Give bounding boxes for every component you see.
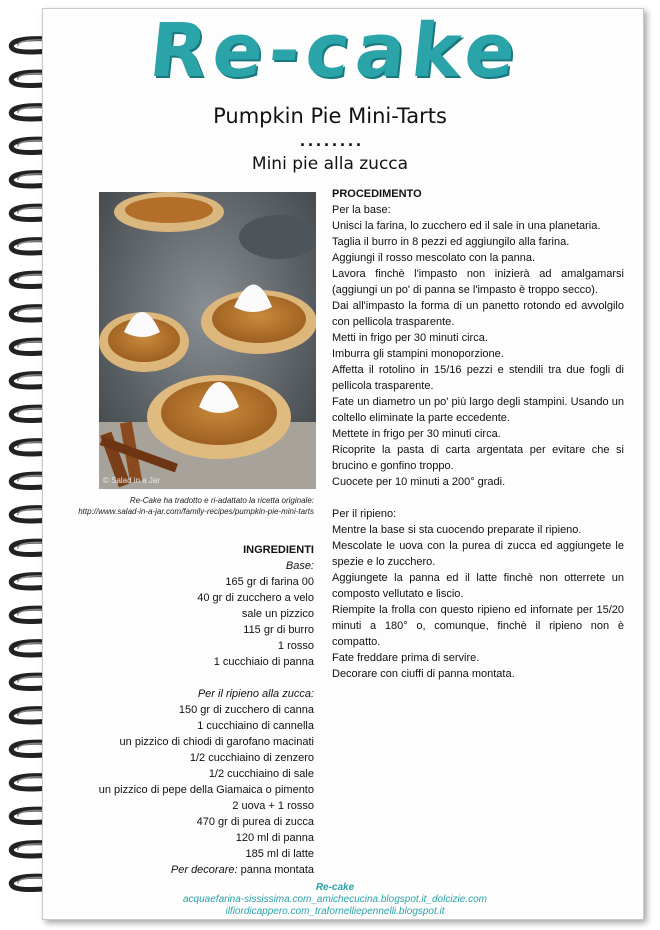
- decor-value: panna montata: [240, 864, 314, 876]
- caption-url: http://www.salad-in-a-jar.com/family-recipes/pumpkin-pie-mini-tarts: [78, 507, 314, 516]
- recipe-photo: [99, 192, 316, 489]
- ingredient-item: 150 gr di zucchero di canna: [178, 704, 314, 716]
- ingredient-item: sale un pizzico: [241, 608, 314, 620]
- ingredient-item: un pizzico di chiodi di garofano macinati: [119, 736, 314, 748]
- procedure-step: Dai all'impasto la forma di un panetto rotondo ed avvolgilo con pellicola trasparente.: [332, 300, 624, 328]
- ingredient-item: 1 cucchiaio di panna: [213, 656, 314, 668]
- footer-sites-line2: ilfiordicappero.com_trafornelliepennelli.blogspot.it: [225, 906, 445, 917]
- footer-credits: [100, 882, 570, 918]
- procedure-step: Lavora finchè l'impasto non inizierà ad amalgamarsi (aggiungi un po' di panna se l'impasto è troppo secco).: [332, 268, 624, 296]
- decor-label: Per decorare:: [170, 864, 238, 876]
- footer-title: Re-cake: [315, 882, 355, 893]
- recipe-title-italian: Mini pie alla zucca: [251, 154, 409, 174]
- ingredient-item: 2 uova + 1 rosso: [232, 800, 314, 812]
- procedure-step: Metti in frigo per 30 minuti circa.: [332, 332, 488, 344]
- ingredients-list: [60, 542, 314, 878]
- ingredient-item: 1/2 cucchiaino di zenzero: [189, 752, 314, 764]
- ingredient-item: 1 rosso: [277, 640, 314, 652]
- procedure-step: Taglia il burro in 8 pezzi ed aggiungilo alla farina.: [332, 236, 570, 248]
- pumpkin-tarts-image: [99, 192, 316, 489]
- base-label: Base:: [285, 560, 314, 572]
- filling-intro: Per il ripieno:: [332, 508, 397, 520]
- procedure-step: Imburra gli stampini monoporzione.: [332, 348, 504, 360]
- procedure-step: Affetta il rotolino in 15/16 pezzi e stendili tra due fogli di pellicola trasparente.: [332, 364, 624, 392]
- procedure-step: Cuocete per 10 minuti a 200° gradi.: [332, 476, 506, 488]
- procedure-step: Fate un diametro un po' più largo degli stampini. Usando un coltello eliminate la parte eccedente.: [332, 396, 624, 424]
- procedure-section: [332, 186, 624, 682]
- decor-line: [60, 862, 314, 878]
- filling-label: Per il ripieno alla zucca:: [197, 688, 314, 700]
- footer-sites-line1: acquaefarina-sississima.com_amichecucina.blogspot.it_dolcizie.com: [182, 894, 488, 905]
- ingredient-item: 185 ml di latte: [245, 848, 314, 860]
- procedure-step: Unisci la farina, lo zucchero ed il sale in una planetaria.: [332, 220, 601, 232]
- ingredient-item: 40 gr di zucchero a velo: [197, 592, 314, 604]
- procedure-step: Riempite la frolla con questo ripieno ed infornate per 15/20 minuti a 180° o, comunque, finchè il ripieno non è compatto.: [332, 604, 624, 648]
- procedure-step: Ricoprite la pasta di carta argentata per evitare che si brucino e gonfino troppo.: [332, 444, 624, 472]
- procedure-step: Fate freddare prima di servire.: [332, 652, 480, 664]
- caption-text: Re-Cake ha tradotto e ri-adattato la ricetta originale:: [129, 496, 314, 505]
- procedure-step: Mettete in frigo per 30 minuti circa.: [332, 428, 501, 440]
- ingredient-item: un pizzico di pepe della Giamaica o pimento: [98, 784, 314, 796]
- procedure-step: Mentre la base si sta cuocendo preparate il ripieno.: [332, 524, 582, 536]
- ingredients-heading: INGREDIENTI: [243, 544, 314, 556]
- procedure-step: Decorare con ciuffi di panna montata.: [332, 668, 515, 680]
- procedure-heading: PROCEDIMENTO: [332, 188, 422, 200]
- title-separator: ........: [300, 130, 365, 150]
- ingredient-item: 115 gr di burro: [243, 624, 314, 636]
- recipe-title-english: Pumpkin Pie Mini-Tarts: [213, 104, 447, 128]
- base-intro: Per la base:: [332, 204, 391, 216]
- procedure-step: Aggiungi il rosso mescolato con la panna.: [332, 252, 536, 264]
- photo-credit: © Salad in a Jar: [103, 476, 161, 485]
- ingredient-item: 470 gr di purea di zucca: [196, 816, 314, 828]
- ingredient-item: 1/2 cucchiaino di sale: [208, 768, 314, 780]
- recake-logo: Re-cake: [145, 8, 526, 94]
- procedure-step: Aggiungete la panna ed il latte finchè non otterrete un composto vellutato e liscio.: [332, 572, 624, 600]
- procedure-step: Mescolate le uova con la purea di zucca ed aggiungete le spezie e lo zucchero.: [332, 540, 624, 568]
- ingredient-item: 120 ml di panna: [235, 832, 314, 844]
- ingredient-item: 1 cucchiaino di cannella: [197, 720, 314, 732]
- source-caption: [60, 495, 314, 517]
- ingredient-item: 165 gr di farina 00: [225, 576, 314, 588]
